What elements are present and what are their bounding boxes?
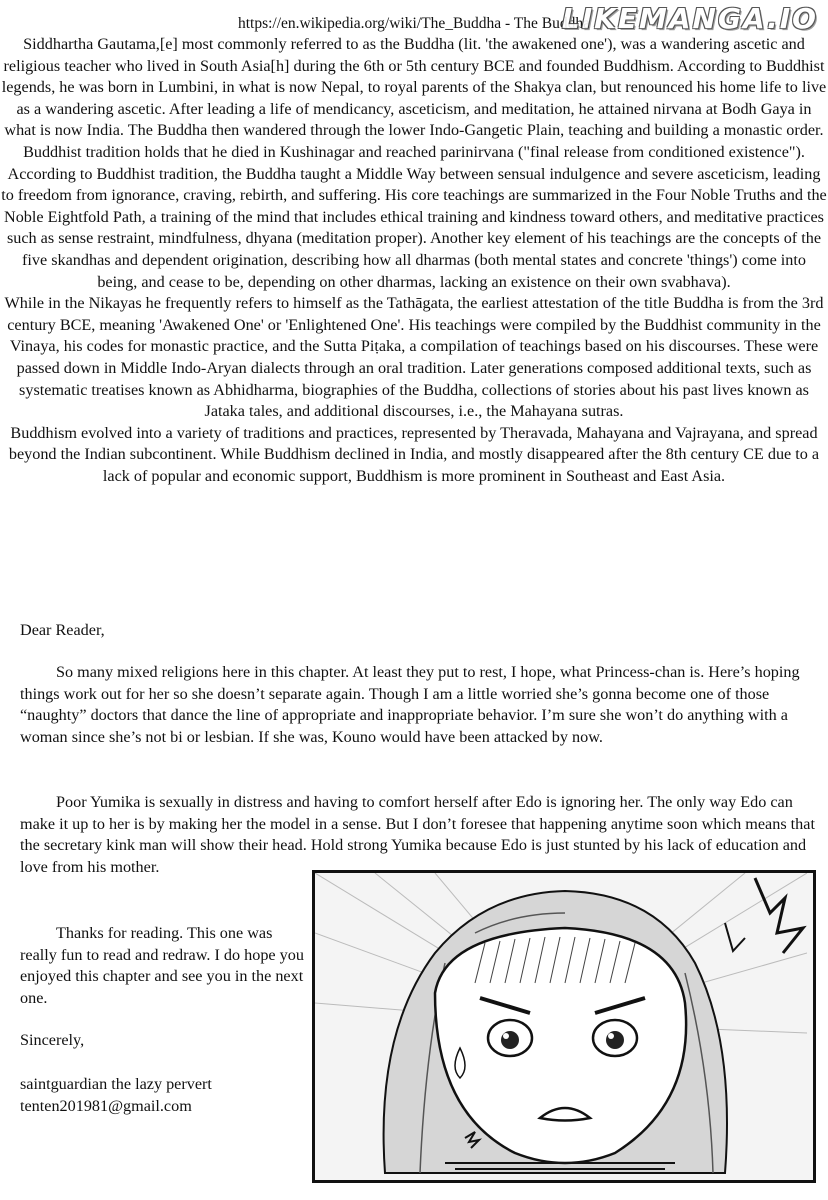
letter-signature <box>20 1074 212 1117</box>
signature-name: saintguardian the lazy pervert <box>20 1075 212 1093</box>
site-watermark: LIKEMANGA.IO <box>561 2 818 35</box>
letter-paragraph <box>20 923 305 1009</box>
wiki-excerpt <box>0 34 828 487</box>
letter-paragraph-text: So many mixed religions here in this chapter. At least they put to rest, I hope, what Princess-chan is. Here’s hoping things work out for her so she doesn’t separate again. Though I am a little worried she’s gonna become one of those “naughty” doctors that dance the line of appropriate and inappropriate behavior. I’m sure she won’t do anything with a woman since she’s not bi or lesbian. If she was, Kouno would have been attacked by now. <box>20 663 800 746</box>
letter-paragraph-text: Poor Yumika is sexually in distress and having to comfort herself after Edo is ignoring her. The only way Edo can make it up to her is by making her the model in a sense. But I don’t foresee that happening anytime soon which means that the secretary kink man will show their head. Hold strong Yumika because Edo is just stunted by his lack of education and love from his mother. <box>20 793 815 876</box>
signature-email: tenten201981@gmail.com <box>20 1096 192 1115</box>
wiki-paragraph: While in the Nikayas he frequently refers to himself as the Tathāgata, the earliest attestation of the title Buddha is from the 3rd century BCE, meaning 'Awakened One' or 'Enlightened One'. His teachings were compiled by the Buddhist community in the Vinaya, his codes for monastic practice, and the Sutta Piṭaka, a compilation of teachings based on his discourses. These were passed down in Middle Indo-Aryan dialects through an oral tradition. Later generations composed additional texts, such as systematic treatises known as Abhidharma, biographies of the Buddha, collections of stories about his past lives known as Jataka tales, and additional discourses, i.e., the Mahayana sutras. <box>4 294 824 421</box>
letter-salutation: Dear Reader, <box>20 621 105 639</box>
letter-paragraph <box>20 662 815 748</box>
wiki-paragraph: Siddhartha Gautama,[e] most commonly referred to as the Buddha (lit. 'the awakened one'), was a wandering ascetic and religious teacher who lived in South Asia[h] during the 6th or 5th century BCE and founded Buddhism. According to Buddhist legends, he was born in Lumbini, in what is now Nepal, to royal parents of the Shakya clan, but renounced his home life to live as a wandering ascetic. After leading a life of mendicancy, asceticism, and meditation, he attained nirvana at Bodh Gaya in what is now India. The Buddha then wandered through the lower Indo-Gangetic Plain, teaching and building a monastic order. Buddhist tradition holds that he died in Kushinagar and reached parinirvana ("final release from conditioned existence"). <box>1 35 827 161</box>
source-url: https://en.wikipedia.org/wiki/The_Buddha - The Buddha <box>237 15 590 32</box>
manga-panel <box>312 870 816 1183</box>
letter-closing: Sincerely, <box>20 1031 85 1049</box>
manga-panel-angry-girl-icon <box>315 873 807 1174</box>
letter-paragraph <box>20 792 815 878</box>
wiki-paragraph: Buddhism evolved into a variety of traditions and practices, represented by Theravada, Mahayana and Vajrayana, and spread beyond the Indian subcontinent. While Buddhism declined in India, and mostly disappeared after the 8th century CE due to a lack of popular and economic support, Buddhism is more prominent in Southeast and East Asia. <box>8 423 820 485</box>
letter-paragraph-text: Thanks for reading. This one was really fun to read and redraw. I do hope you enjoyed this chapter and see you in the next one. <box>20 924 304 1007</box>
wiki-paragraph: According to Buddhist tradition, the Buddha taught a Middle Way between sensual indulgence and severe asceticism, leading to freedom from ignorance, craving, rebirth, and suffering. His core teachings are summarized in the Four Noble Truths and the Noble Eightfold Path, a training of the mind that includes ethical training and kindness toward others, and meditative practices such as sense restraint, mindfulness, dhyana (meditation proper). Another key element of his teachings are the concepts of the five skandhas and dependent origination, describing how all dharmas (both mental states and concrete 'things') come into being, and cease to be, depending on other dharmas, lacking an existence on their own svabhava). <box>1 164 827 291</box>
